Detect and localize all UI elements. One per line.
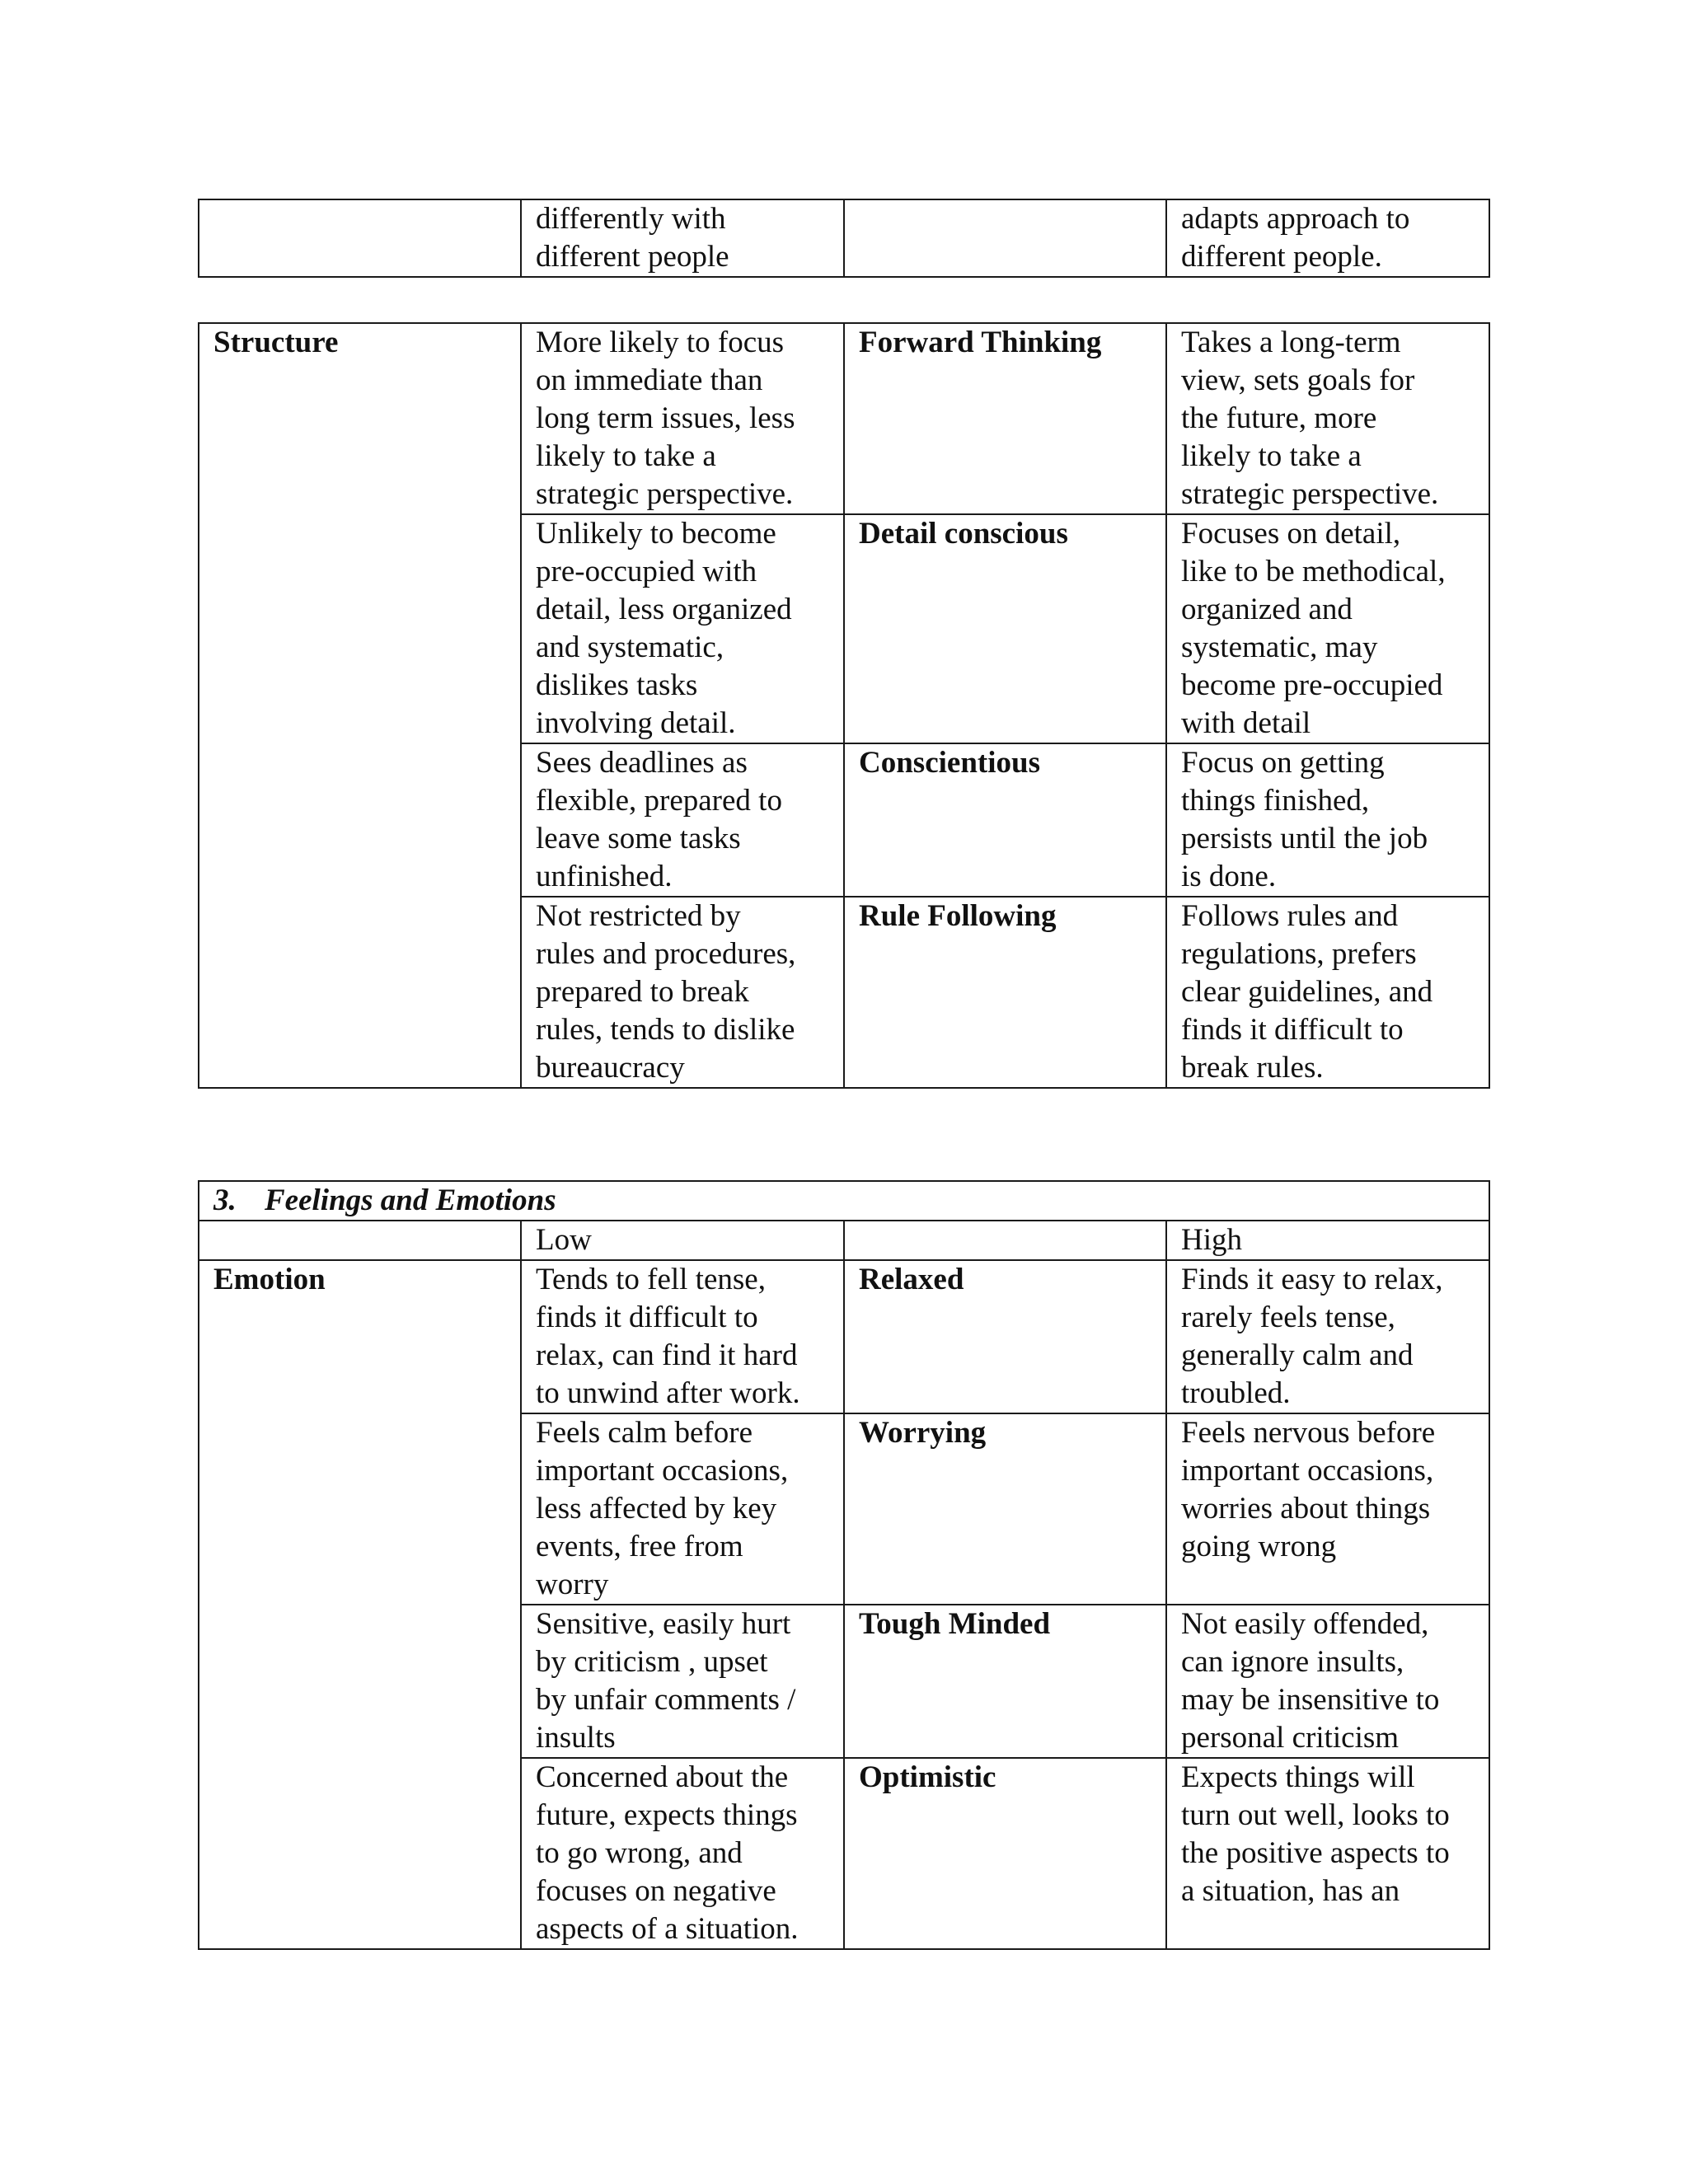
- continuation-table: [198, 199, 1490, 278]
- feelings-emotions-table: [198, 1180, 1490, 1950]
- low-description-cell: Concerned about the future, expects things to go wrong, and focuses on negative aspects of a situation.: [521, 1758, 844, 1949]
- low-description-cell: Tends to fell tense, finds it difficult to relax, can find it hard to unwind after work.: [521, 1260, 844, 1413]
- factor-cell: [199, 199, 521, 277]
- low-description-cell: Sees deadlines as flexible, prepared to leave some tasks unfinished.: [521, 743, 844, 897]
- structure-table: [198, 322, 1490, 1089]
- section-title-text: Feelings and Emotions: [265, 1183, 556, 1217]
- low-description-cell: Feels calm before important occasions, less affected by key events, free from worry: [521, 1413, 844, 1605]
- high-description-cell: Focuses on detail, like to be methodical, organized and systematic, may become pre-occupied with detail: [1166, 514, 1489, 743]
- empty-header-cell: [199, 1221, 521, 1260]
- section-number: 3.: [213, 1183, 237, 1217]
- low-label: Low: [521, 1221, 844, 1260]
- section-title: [199, 1181, 1489, 1221]
- high-description-cell: adapts approach to different people.: [1166, 199, 1489, 277]
- scale-name-cell: Worrying: [844, 1413, 1166, 1605]
- scale-name-cell: Rule Following: [844, 897, 1166, 1088]
- high-description-cell: Feels nervous before important occasions, worries about things going wrong: [1166, 1413, 1489, 1605]
- scale-name-cell: Conscientious: [844, 743, 1166, 897]
- low-high-header-row: [199, 1221, 1489, 1260]
- high-description-cell: Takes a long-term view, sets goals for the future, more likely to take a strategic perspective.: [1166, 323, 1489, 514]
- table-row: [199, 323, 1489, 514]
- scale-name-cell: Optimistic: [844, 1758, 1166, 1949]
- factor-cell-structure: Structure: [199, 323, 521, 1088]
- low-description-cell: Sensitive, easily hurt by criticism , upset by unfair comments / insults: [521, 1605, 844, 1758]
- low-description-cell: Unlikely to become pre-occupied with detail, less organized and systematic, dislikes tasks involving detail.: [521, 514, 844, 743]
- low-description-cell: differently with different people: [521, 199, 844, 277]
- factor-cell-emotion: Emotion: [199, 1260, 521, 1949]
- scale-name-cell: Detail conscious: [844, 514, 1166, 743]
- scale-name-cell: [844, 199, 1166, 277]
- high-description-cell: Finds it easy to relax, rarely feels tense, generally calm and troubled.: [1166, 1260, 1489, 1413]
- low-description-cell: More likely to focus on immediate than long term issues, less likely to take a strategic perspective.: [521, 323, 844, 514]
- high-description-cell: Expects things will turn out well, looks to the positive aspects to a situation, has an: [1166, 1758, 1489, 1949]
- empty-header-cell: [844, 1221, 1166, 1260]
- table-row: [199, 199, 1489, 277]
- table-row: [199, 1260, 1489, 1413]
- scale-name-cell: Relaxed: [844, 1260, 1166, 1413]
- high-description-cell: Follows rules and regulations, prefers clear guidelines, and finds it difficult to break rules.: [1166, 897, 1489, 1088]
- section-header-row: [199, 1181, 1489, 1221]
- low-description-cell: Not restricted by rules and procedures, prepared to break rules, tends to dislike bureaucracy: [521, 897, 844, 1088]
- scale-name-cell: Forward Thinking: [844, 323, 1166, 514]
- high-description-cell: Not easily offended, can ignore insults, may be insensitive to personal criticism: [1166, 1605, 1489, 1758]
- high-label: High: [1166, 1221, 1489, 1260]
- high-description-cell: Focus on getting things finished, persists until the job is done.: [1166, 743, 1489, 897]
- scale-name-cell: Tough Minded: [844, 1605, 1166, 1758]
